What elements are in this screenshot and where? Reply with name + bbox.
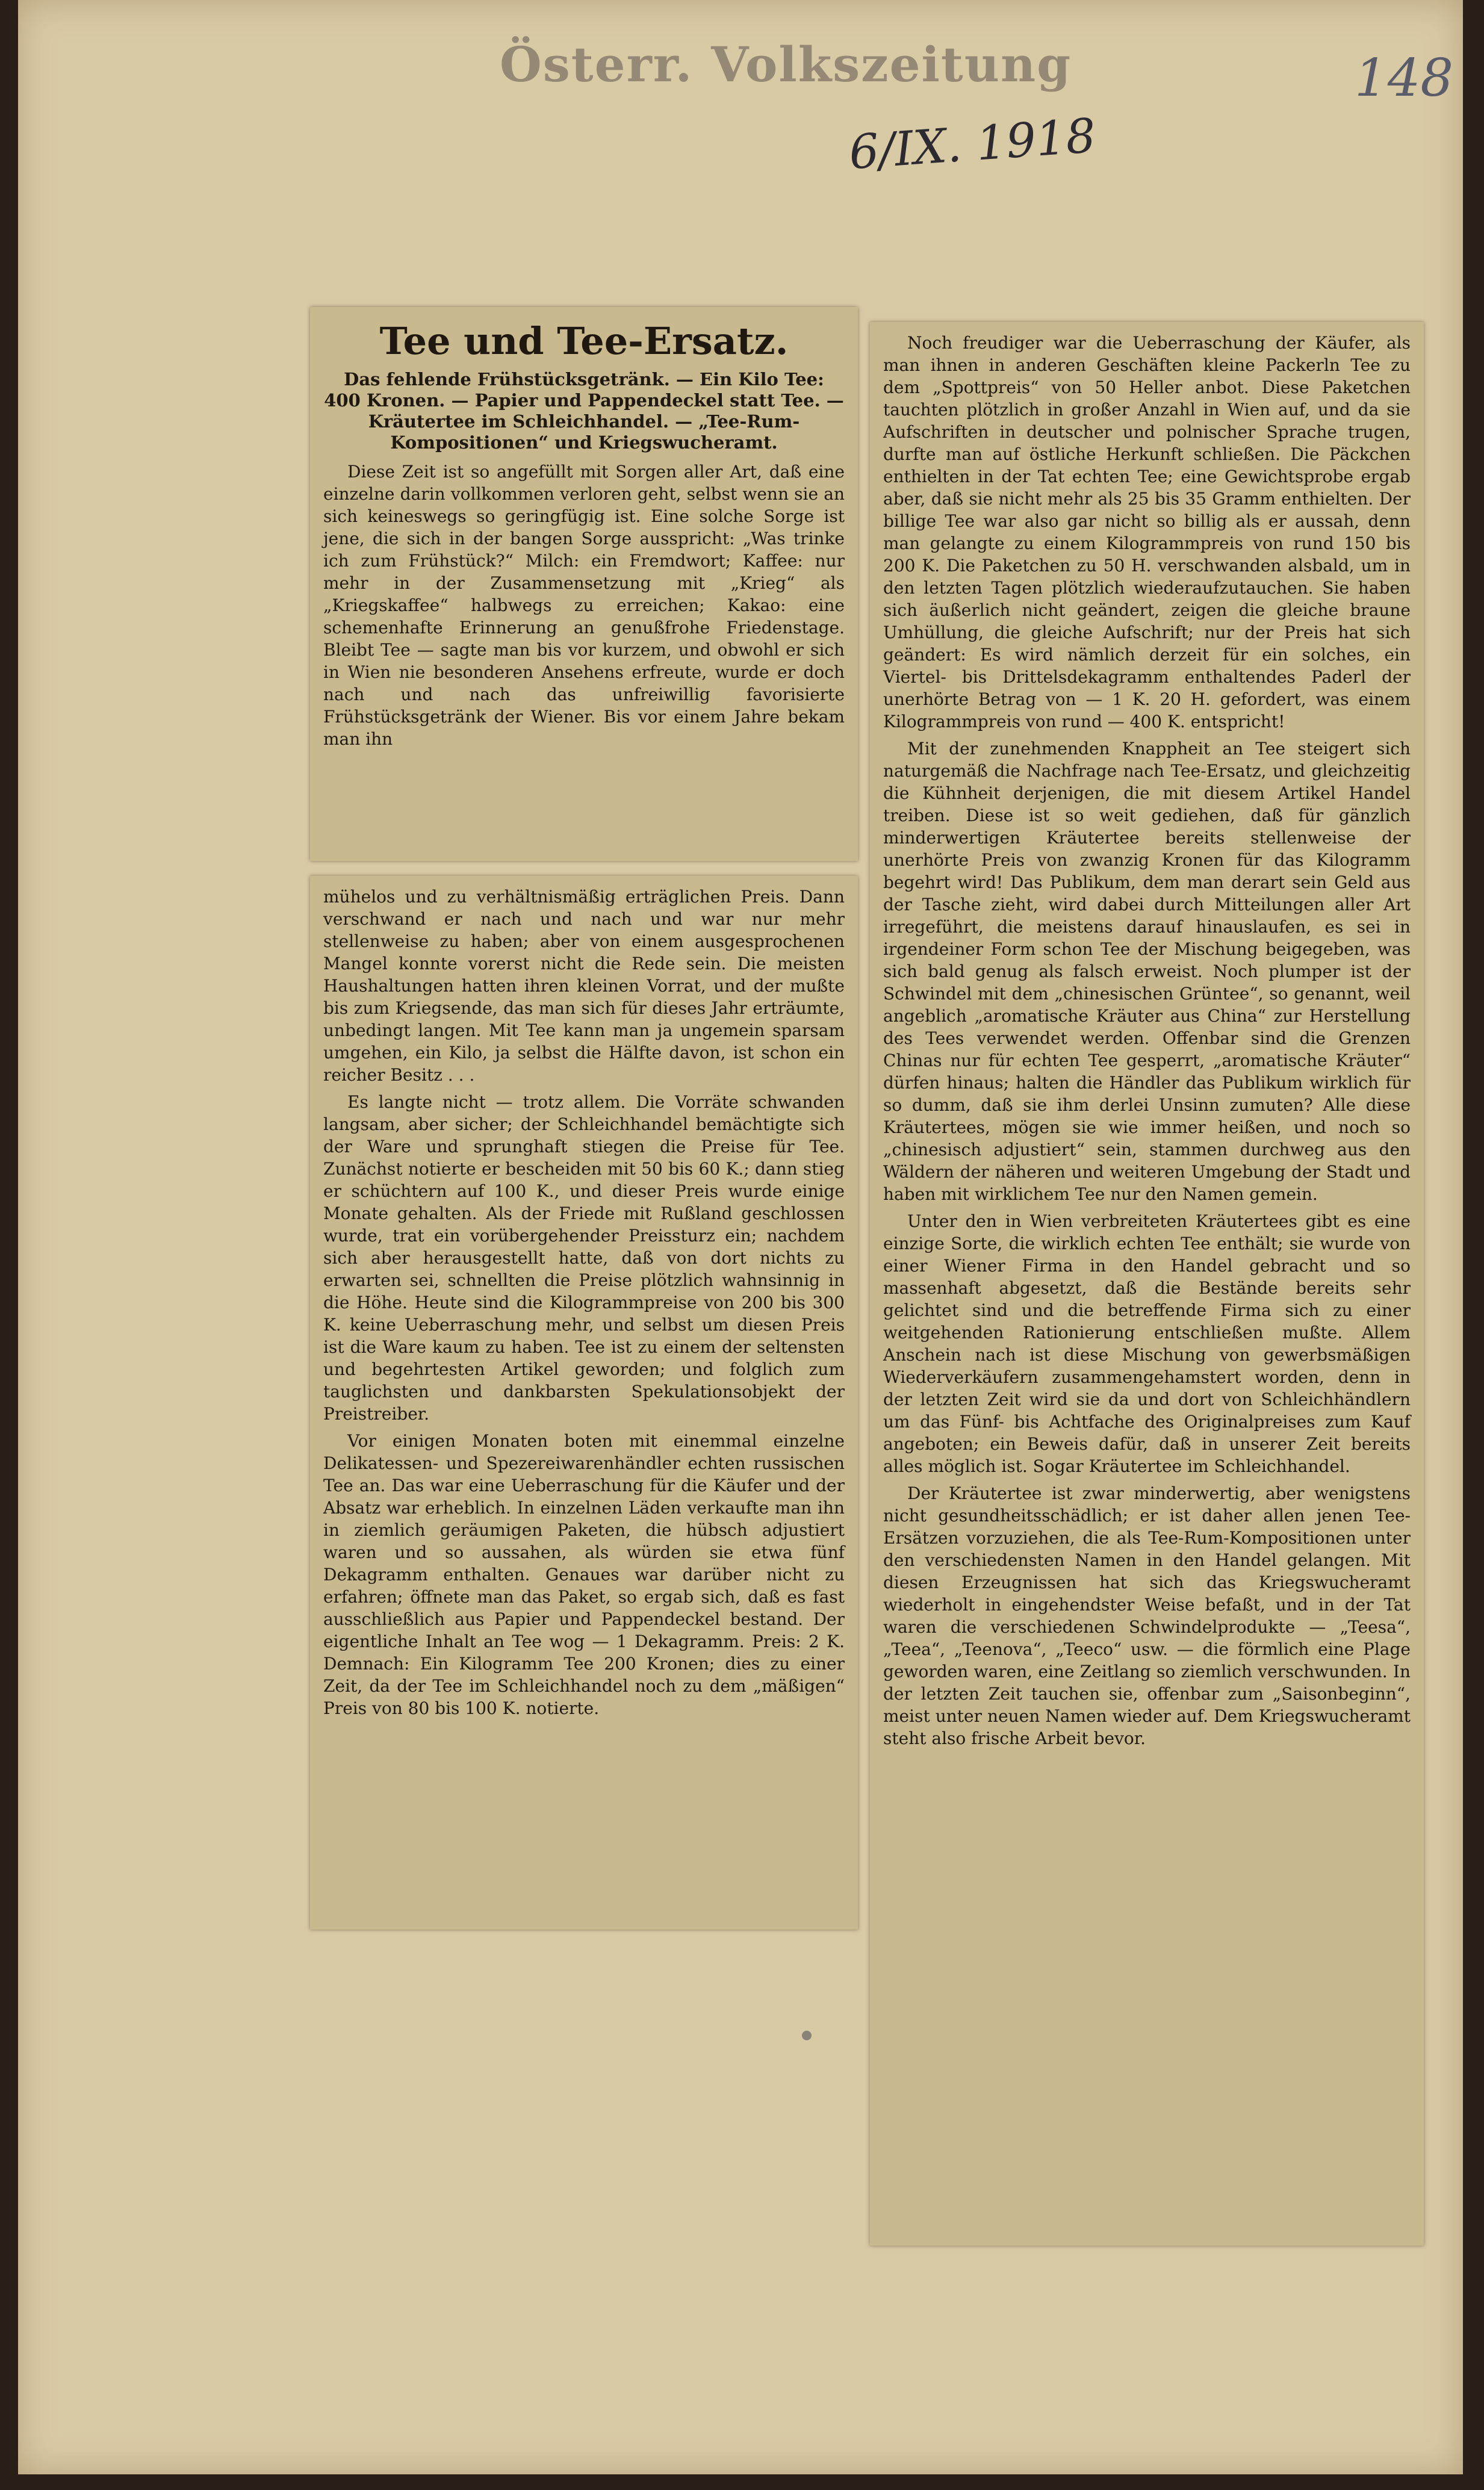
paragraph: Mit der zunehmenden Knappheit an Tee steigert sich naturgemäß die Nachfrage nach Tee-Ersatz, und gleichzeitig die Kühnheit derjenigen, die mit diesem Artikel Handel treiben. Diese ist so weit gediehen, daß für gänzlich minderwertigen Kräutertee bereits stellenweise der unerhörte Preis von zwanzig Kronen für das Kilogramm begehrt wird! Das Publikum, dem man derart sein Geld aus der Tasche zieht, wird dabei durch Mitteilungen aller Art irregeführt, die meistens darauf hinauslaufen, es sei in irgendeiner Form schon Tee der Mischung beigegeben, was sich bald genug als falsch erweist. Noch plumper ist der Schwindel mit dem „chinesischen Grüntee“, so genannt, weil angeblich „aromatische Kräuter aus China“ zur Herstellung des Tees verwendet werden. Offenbar sind die Grenzen Chinas nur für echten Tee gesperrt, „aromatische Kräuter“ dürfen hinaus; halten die Händler das Publikum wirklich für so dumm, daß sie ihm derlei Unsinn zumuten? Alle diese Kräutertees, mögen sie wie immer heißen, und noch so „chinesisch adjustiert“ sein, stammen durchweg aus den Wäldern der näheren und weiteren Umgebung der Stadt und haben mit wirklichem Tee nur den Namen gemein. — [883, 739, 1411, 1204]
newspaper-stamp: Österr. Volkszeitung — [500, 36, 1072, 93]
paragraph: mühelos und zu verhältnismäßig erträglichen Preis. Dann verschwand er nach und nach und war nur mehr stellenweise zu haben; aber von einem ausgesprochenen Mangel konnte vorerst nicht die Rede sein. Die meisten Haushaltungen hatten ihren kleinen Vorrat, und der mußte bis zum Kriegsende, das man sich für dieses Jahr erträumte, unbedingt langen. Mit Tee kann man ja ungemein sparsam umgehen, ein Kilo, ja selbst die Hälfte davon, ist schon ein reicher Besitz . . . — [323, 887, 845, 1085]
pin-hole-mark — [802, 2031, 812, 2040]
paragraph: Noch freudiger war die Ueberraschung der Käufer, als man ihnen in anderen Geschäften kleine Packerln Tee zu dem „Spottpreis“ von 50 Heller anbot. Diese Paketchen tauchten plötzlich in großer Anzahl in Wien auf, und da sie Aufschriften in deutscher und polnischer Sprache trugen, durfte man auf östliche Herkunft schließen. Die Päckchen enthielten in der Tat echten Tee; eine Gewichtsprobe ergab aber, daß sie nicht mehr als 25 bis 35 Gramm enthielten. Der billige Tee war also gar nicht so billig als er aussah, denn man gelangte zu einem Kilogrammpreis von rund 150 bis 200 K. Die Paketchen zu 50 H. verschwanden alsbald, um in den letzten Tagen plötzlich wiederaufzutauchen. Sie haben sich äußerlich nicht geändert, zeigen die gleiche braune Umhüllung, die gleiche Aufschrift; nur der Preis hat sich geändert: Es wird nämlich derzeit für ein solches, ein Viertel- bis Drittelsdekagramm enthaltendes Paderl der unerhörte Betrag von — 1 K. 20 H. gefordert, was einem Kilogrammpreis von rund — 400 K. entspricht! — [883, 333, 1411, 731]
clipping-column-3 — [870, 322, 1424, 2246]
paragraph: Vor einigen Monaten boten mit einemmal einzelne Delikatessen- und Spezereiwarenhändler echten russischen Tee an. Das war eine Ueberraschung für die Käufer und der Absatz war erheblich. In einzelnen Läden verkaufte man ihn in ziemlich geräumigen Paketen, die hübsch adjustiert waren und so aussahen, als würden sie etwa fünf Dekagramm enthalten. Genaues war darüber nicht zu erfahren; öffnete man das Paket, so ergab sich, daß es fast ausschließlich aus Papier und Pappendeckel bestand. Der eigentliche Inhalt an Tee wog — 1 Dekagramm. Preis: 2 K. Demnach: Ein Kilogramm Tee 200 Kronen; dies zu einer Zeit, da der Tee im Schleichhandel noch zu dem „mäßigen“ Preis von 80 bis 100 K. notierte. — [323, 1431, 845, 1718]
paragraph: Der Kräutertee ist zwar minderwertig, aber wenigstens nicht gesundheitsschädlich; er ist daher allen jenen Tee-Ersätzen vorzuziehen, die als Tee-Rum-Kompositionen unter den verschiedensten Namen in den Handel gelangen. Mit diesen Erzeugnissen hat sich das Kriegswucheramt wiederholt in eingehendster Weise befaßt, und in der Tat waren die verschiedenen Schwindelprodukte — „Teesa“, „Teea“, „Teenova“, „Teeco“ usw. — die förmlich eine Plage geworden waren, eine Zeitlang so ziemlich verschwunden. In der letzten Zeit tauchen sie, offenbar zum „Saisonbeginn“, meist unter neuen Namen wieder auf. Dem Kriegswucheramt steht also frische Arbeit bevor. — [883, 1483, 1411, 1748]
clipping-headline-column — [310, 307, 858, 861]
paragraph: Diese Zeit ist so angefüllt mit Sorgen aller Art, daß eine einzelne darin vollkommen verloren geht, selbst wenn sie an sich keineswegs so geringfügig ist. Eine solche Sorge ist jene, die sich in der bangen Sorge ausspricht: „Was trinke ich zum Frühstück?“ Milch: ein Fremdwort; Kaffee: nur mehr in der Zusammensetzung mit „Krieg“ als „Kriegskaffee“ halbwegs zu erreichen; Kakao: eine schemenhafte Erinnerung an genußfrohe Friedenstage. Bleibt Tee — sagte man bis vor kurzem, und obwohl er sich in Wien nie besonderen Ansehens erfreute, wurde er doch nach und nach das unfreiwillig favorisierte Frühstücksgetränk der Wiener. Bis vor einem Jahre bekam man ihn — [323, 462, 845, 749]
paragraph: Es langte nicht — trotz allem. Die Vorräte schwanden langsam, aber sicher; der Schleichhandel bemächtigte sich der Ware und sprunghaft stiegen die Preise für Tee. Zunächst notierte er bescheiden mit 50 bis 60 K.; dann stieg er schüchtern auf 100 K., und dieser Preis wurde einige Monate gehalten. Als der Friede mit Rußland geschlossen wurde, trat ein vorübergehender Preissturz ein; nachdem sich aber herausgestellt hatte, daß von dort nichts zu erwarten sei, schnellten die Preise plötzlich wahnsinnig in die Höhe. Heute sind die Kilogrammpreise von 200 bis 300 K. keine Ueberraschung mehr, und selbst um diesen Preis ist die Ware kaum zu haben. Tee ist zu einem der seltensten und begehrtesten Artikel geworden; und folglich zum tauglichsten und dankbarsten Spekulationsobjekt der Preistreiber. — [323, 1092, 845, 1424]
article-subhead: Das fehlende Frühstücksgetränk. — Ein Kilo Tee: 400 Kronen. — Papier und Pappendeckel statt Tee. — Kräutertee im Schleichhandel. — „Tee-Rum-Kompositionen“ und Kriegswucheramt. — [324, 369, 844, 453]
archive-sheet — [18, 0, 1463, 2474]
paragraph: Unter den in Wien verbreiteten Kräutertees gibt es eine einzige Sorte, die wirklich echten Tee enthält; sie wurde von einer Wiener Firma in den Handel gebracht und so massenhaft abgesetzt, daß die Bestände bereits sehr gelichtet sind und die betreffende Firma sich zu einer weitgehenden Rationierung entschließen mußte. Allem Anschein nach ist diese Mischung von gewerbsmäßigen Wiederverkäufern zusammengehamstert worden, denn in der letzten Zeit wird sie da und dort von Schleichhändlern um das Fünf- bis Achtfache des Originalpreises zum Kauf angeboten; ein Beweis dafür, daß in unserer Zeit bereits alles möglich ist. Sogar Kräutertee im Schleichhandel. — [883, 1211, 1411, 1476]
clipping-column-2 — [310, 876, 858, 1930]
handwritten-date: 6/IX. 1918 — [847, 108, 1097, 181]
article-headline: Tee und Tee-Ersatz. — [379, 319, 789, 363]
handwritten-page-number: 148 — [1355, 48, 1454, 108]
